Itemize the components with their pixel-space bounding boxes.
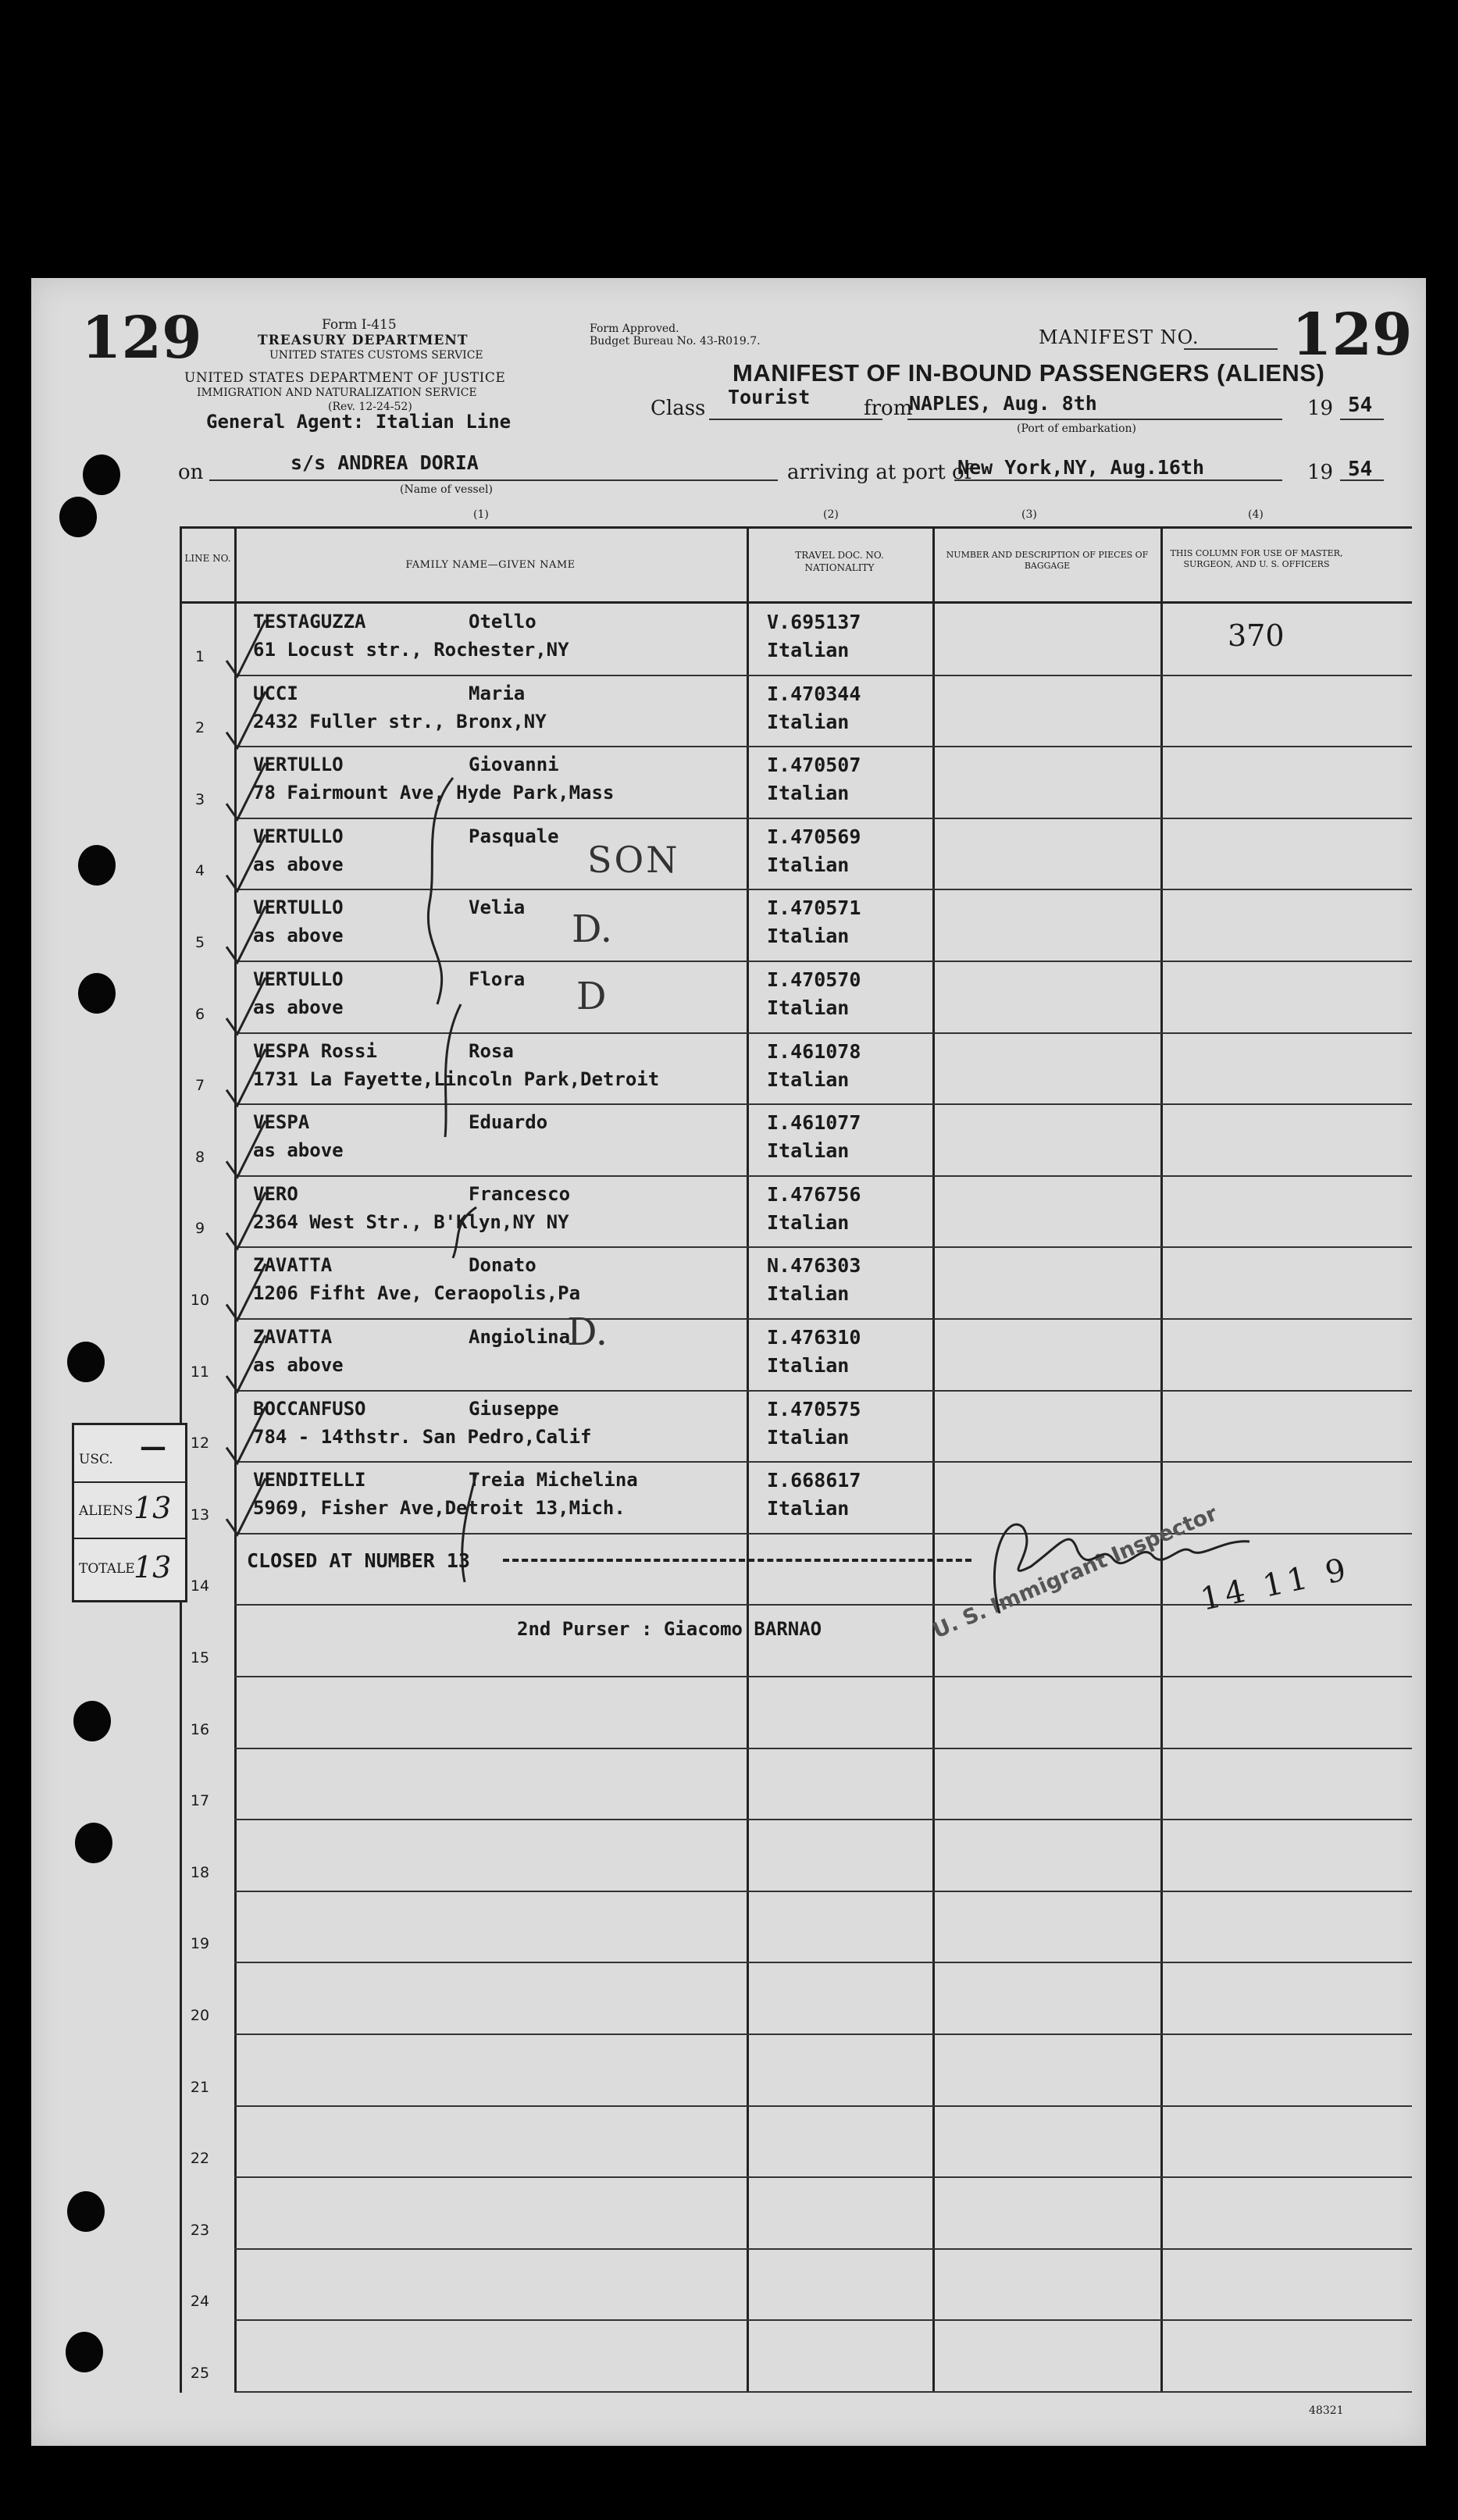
row-separator [234,2391,1412,2393]
passenger-address: as above [253,1354,344,1376]
binder-hole [59,497,97,537]
row-separator [234,2176,1412,2178]
line-number: 1 [194,648,205,665]
passenger-address: 61 Locust str., Rochester,NY [253,639,569,661]
passenger-family-name: ZAVATTA [253,1326,333,1348]
passenger-nationality: Italian [767,639,850,661]
purser-text: 2nd Purser : Giacomo BARNAO [517,1618,822,1640]
manifest-no-label: MANIFEST NO. [1039,326,1200,348]
check-mark [226,763,266,819]
vessel-caption: (Name of vessel) [400,483,493,496]
passenger-address: as above [253,996,344,1018]
form-approved: Form Approved. [590,323,679,335]
binder-hole [73,1701,111,1741]
passenger-address: as above [253,1139,344,1161]
binder-hole [75,1823,112,1863]
line-number: 19 [190,1935,210,1952]
passenger-family-name: VESPA [253,1111,310,1133]
passenger-doc-number: I.470570 [767,968,861,991]
passenger-doc-number: I.461077 [767,1111,861,1134]
passenger-nationality: Italian [767,1354,850,1377]
annotation-d3: D. [567,1310,608,1354]
vessel-value: s/s ANDREA DORIA [291,451,479,474]
row-separator [234,1891,1412,1892]
passenger-nationality: Italian [767,854,850,876]
header-separator [180,601,1412,604]
row-separator [234,1748,1412,1749]
line-number: 7 [194,1077,205,1094]
from-value: NAPLES, Aug. 8th [909,392,1097,415]
passenger-nationality: Italian [767,1426,850,1449]
passenger-given-name: Angiolina [469,1326,571,1348]
line-number: 6 [194,1006,205,1023]
passenger-given-name: Francesco [469,1183,571,1205]
passenger-nationality: Italian [767,1282,850,1305]
treasury-department: TREASURY DEPARTMENT [258,333,469,348]
line-number: 12 [190,1435,210,1452]
head-officers: THIS COLUMN FOR USE OF MASTER, SURGEON, AND U. S. OFFICERS [1170,548,1343,570]
passenger-address: as above [253,925,344,946]
check-mark [226,1050,266,1106]
binder-hole [83,454,120,495]
port-embarkation-caption: (Port of embarkation) [1017,422,1136,435]
passenger-doc-number: I.470507 [767,754,861,776]
arriving-label: arriving at port of [787,461,972,484]
check-mark [226,835,266,891]
passenger-nationality: Italian [767,1139,850,1162]
passenger-doc-number: I.470569 [767,825,861,848]
ins-line: IMMIGRATION AND NATURALIZATION SERVICE [197,387,477,399]
head-baggage: NUMBER AND DESCRIPTION OF PIECES OF BAGGAGE [946,550,1149,572]
manifest-page [31,278,1426,2446]
passenger-given-name: Treia Michelina [469,1469,638,1491]
check-mark [226,906,266,962]
check-marks [219,575,328,1824]
line-number: 13 [190,1506,210,1524]
passenger-address: 1206 Fifht Ave, Ceraopolis,Pa [253,1282,581,1304]
check-mark [226,1478,266,1534]
passenger-doc-number: I.470575 [767,1398,861,1420]
customs-service: UNITED STATES CUSTOMS SERVICE [269,349,483,362]
passenger-given-name: Flora [469,968,526,990]
passenger-family-name: VERTULLO [253,754,344,775]
passenger-nationality: Italian [767,1068,850,1091]
line-number: 23 [190,2222,210,2239]
passenger-family-name: VERTULLO [253,896,344,918]
passenger-doc-number: N.476303 [767,1254,861,1277]
tally-total-label: TOTALE [79,1561,135,1577]
page-number-left: 129 [81,305,202,372]
closed-text: CLOSED AT NUMBER 13 [247,1549,470,1572]
col-num-4: (4) [1248,508,1264,521]
passenger-family-name: VESPA Rossi [253,1040,377,1062]
col4-note: 370 [1228,618,1285,653]
check-mark [226,1121,266,1177]
class-value: Tourist [728,386,811,408]
line-number: 9 [194,1220,205,1237]
year-value-1: 54 [1348,394,1373,417]
col-num-3: (3) [1021,508,1037,521]
passenger-nationality: Italian [767,711,850,733]
passenger-address: 784 - 14thstr. San Pedro,Calif [253,1426,592,1448]
handwritten-brackets [406,770,515,1676]
passenger-family-name: UCCI [253,683,298,704]
passenger-nationality: Italian [767,782,850,804]
from-label: from [864,397,913,420]
tally-aliens-value: 13 [134,1491,172,1525]
arriving-value: New York,NY, Aug.16th [957,456,1205,479]
row-separator [234,1676,1412,1677]
class-label: Class [651,397,706,420]
passenger-family-name: VERO [253,1183,298,1205]
col-num-1: (1) [473,508,489,521]
year-value-2: 54 [1348,458,1373,481]
stamp-date: 14 11 9 [1197,1551,1354,1618]
passenger-given-name: Eduardo [469,1111,548,1133]
passenger-doc-number: V.695137 [767,611,861,633]
line-number: 16 [190,1721,210,1738]
tally-usc-value: — [140,1431,166,1463]
binder-hole [78,973,116,1014]
tally-aliens [74,1481,185,1539]
line-number: 21 [190,2079,210,2096]
line-number: 20 [190,2007,210,2024]
passenger-doc-number: I.470344 [767,683,861,705]
check-mark [226,978,266,1034]
annotation-d1: D. [572,907,613,951]
passenger-family-name: VERTULLO [253,825,344,847]
row-separator [234,1819,1412,1820]
passenger-doc-number: I.470571 [767,896,861,919]
passenger-nationality: Italian [767,925,850,947]
row-separator [234,2319,1412,2321]
line-number: 8 [194,1149,205,1166]
passenger-given-name: Donato [469,1254,537,1276]
binder-hole [66,2332,103,2372]
passenger-given-name: Velia [469,896,526,918]
tally-aliens-label: ALIENS [79,1503,134,1519]
on-label: on [178,461,204,484]
line-number: 25 [190,2365,210,2382]
tally-total [74,1538,185,1599]
head-name: FAMILY NAME—GIVEN NAME [405,559,576,571]
passenger-doc-number: I.461078 [767,1040,861,1063]
row-separator [234,746,1412,747]
annotation-son: SON [587,839,680,881]
inspector-stamp: U. S. Immigrant Inspector [929,1501,1221,1644]
budget-bureau: Budget Bureau No. 43-R019.7. [590,335,761,348]
col-num-2: (2) [823,508,839,521]
passenger-given-name: Maria [469,683,526,704]
passenger-family-name: VERTULLO [253,968,344,990]
line-number: 17 [190,1792,210,1809]
line-number: 15 [190,1649,210,1666]
passenger-given-name: Pasquale [469,825,559,847]
passenger-doc-number: I.476756 [767,1183,861,1206]
passenger-family-name: VENDITELLI [253,1469,366,1491]
passenger-nationality: Italian [767,1211,850,1234]
binder-hole [67,1342,105,1382]
line-number: 5 [194,934,205,951]
general-agent: General Agent: Italian Line [206,411,512,433]
head-travel-doc: TRAVEL DOC. NO. NATIONALITY [795,550,884,573]
passenger-family-name: ZAVATTA [253,1254,333,1276]
passenger-address: 5969, Fisher Ave,Detroit 13,Mich. [253,1497,626,1519]
annotation-d2: D [576,975,607,1018]
passenger-address: 2432 Fuller str., Bronx,NY [253,711,547,732]
binder-hole [67,2191,105,2232]
passenger-family-name: TESTAGUZZA [253,611,366,633]
line-number: 4 [194,862,205,879]
check-mark [226,620,266,676]
passenger-doc-number: I.668617 [767,1469,861,1492]
passenger-nationality: Italian [767,996,850,1019]
passenger-given-name: Rosa [469,1040,514,1062]
passenger-given-name: Otello [469,611,537,633]
line-number: 22 [190,2150,210,2167]
tally-usc [74,1425,185,1483]
line-number: 2 [194,719,205,736]
line-number: 18 [190,1864,210,1881]
row-separator [234,2105,1412,2107]
check-mark [226,1192,266,1249]
line-number: 24 [190,2293,210,2310]
passenger-nationality: Italian [767,1497,850,1520]
passenger-address: 1731 La Fayette,Lincoln Park,Detroit [253,1068,660,1090]
check-mark [226,1407,266,1463]
tally-total-value: 13 [134,1550,172,1584]
passenger-address: 2364 West Str., B'Klyn,NY NY [253,1211,569,1233]
passenger-given-name: Giovanni [469,754,559,775]
page-number-right: 129 [1292,301,1413,369]
check-mark [226,692,266,748]
row-separator [234,2248,1412,2250]
check-mark [226,1335,266,1392]
justice-department: UNITED STATES DEPARTMENT OF JUSTICE [184,370,506,386]
revision: (Rev. 12-24-52) [328,401,412,413]
binder-hole [78,845,116,886]
year-prefix-2: 19 [1307,461,1334,484]
passenger-address: as above [253,854,344,875]
check-mark [226,1264,266,1320]
passenger-doc-number: I.476310 [767,1326,861,1349]
closed-dashline [503,1559,971,1562]
manifest-title: MANIFEST OF IN-BOUND PASSENGERS (ALIENS) [733,359,1325,387]
row-separator [234,1962,1412,1963]
row-separator [234,675,1412,676]
footer-code: 48321 [1309,2404,1344,2417]
line-number: 11 [190,1363,210,1381]
line-number: 10 [190,1292,210,1309]
line-number: 3 [194,791,205,808]
passenger-family-name: BOCCANFUSO [253,1398,366,1420]
tally-box [72,1423,187,1602]
form-id: Form I-415 [322,317,397,333]
line-number: 14 [190,1577,210,1595]
row-separator [234,2033,1412,2035]
passenger-given-name: Giuseppe [469,1398,559,1420]
year-prefix-1: 19 [1307,397,1334,420]
passenger-address: 78 Fairmount Ave, Hyde Park,Mass [253,782,615,804]
tally-usc-label: USC. [79,1452,113,1467]
head-line-no: LINE NO. [184,553,231,564]
